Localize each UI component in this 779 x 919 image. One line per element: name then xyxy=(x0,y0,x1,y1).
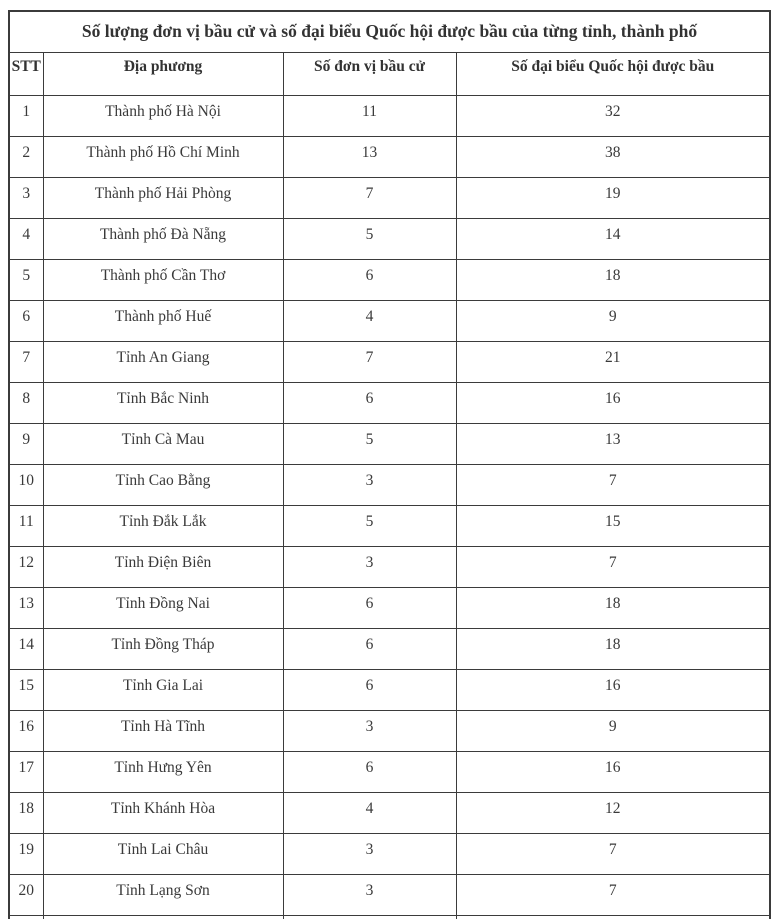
table-row xyxy=(9,546,770,587)
units-cell: 6 xyxy=(283,259,456,300)
units-cell: 6 xyxy=(283,587,456,628)
partial-row xyxy=(9,915,770,919)
units-cell: 11 xyxy=(283,95,456,136)
province-cell: Tỉnh Gia Lai xyxy=(43,669,283,710)
province-cell: Tỉnh An Giang xyxy=(43,341,283,382)
deputies-cell: 15 xyxy=(456,505,770,546)
province-cell: Tỉnh Hà Tĩnh xyxy=(43,710,283,751)
stt-cell: 9 xyxy=(9,423,43,464)
table-row xyxy=(9,300,770,341)
deputies-cell: 12 xyxy=(456,792,770,833)
deputies-cell xyxy=(456,915,770,919)
table-row xyxy=(9,628,770,669)
stt-cell: 18 xyxy=(9,792,43,833)
table-row xyxy=(9,669,770,710)
units-cell: 13 xyxy=(283,136,456,177)
units-cell: 6 xyxy=(283,382,456,423)
stt-cell: 12 xyxy=(9,546,43,587)
units-cell: 5 xyxy=(283,505,456,546)
province-cell: Tỉnh Đồng Nai xyxy=(43,587,283,628)
units-cell xyxy=(283,915,456,919)
units-cell: 5 xyxy=(283,423,456,464)
stt-cell: 7 xyxy=(9,341,43,382)
stt-cell: 4 xyxy=(9,218,43,259)
deputies-cell: 18 xyxy=(456,259,770,300)
deputies-cell: 16 xyxy=(456,751,770,792)
units-cell: 5 xyxy=(283,218,456,259)
table-row xyxy=(9,874,770,915)
table-row xyxy=(9,218,770,259)
province-cell: Thành phố Cần Thơ xyxy=(43,259,283,300)
stt-cell: 20 xyxy=(9,874,43,915)
stt-cell: 1 xyxy=(9,95,43,136)
election-results-table xyxy=(8,10,771,919)
deputies-cell: 21 xyxy=(456,341,770,382)
table-row xyxy=(9,464,770,505)
stt-cell: 15 xyxy=(9,669,43,710)
deputies-cell: 16 xyxy=(456,669,770,710)
deputies-cell: 9 xyxy=(456,300,770,341)
table-row xyxy=(9,341,770,382)
table-body xyxy=(9,95,770,919)
deputies-cell: 18 xyxy=(456,587,770,628)
table-row xyxy=(9,751,770,792)
stt-cell: 11 xyxy=(9,505,43,546)
table-row xyxy=(9,423,770,464)
stt-cell: 19 xyxy=(9,833,43,874)
stt-cell: 3 xyxy=(9,177,43,218)
deputies-cell: 14 xyxy=(456,218,770,259)
province-cell: Thành phố Huế xyxy=(43,300,283,341)
deputies-cell: 7 xyxy=(456,833,770,874)
province-cell: Thành phố Hà Nội xyxy=(43,95,283,136)
deputies-cell: 19 xyxy=(456,177,770,218)
province-cell: Tỉnh Lai Châu xyxy=(43,833,283,874)
col-header-province: Địa phương xyxy=(43,52,283,95)
deputies-cell: 13 xyxy=(456,423,770,464)
table-row xyxy=(9,95,770,136)
deputies-cell: 7 xyxy=(456,464,770,505)
col-header-deputies: Số đại biểu Quốc hội được bầu xyxy=(456,52,770,95)
units-cell: 6 xyxy=(283,628,456,669)
units-cell: 3 xyxy=(283,464,456,505)
header-row xyxy=(9,52,770,95)
deputies-cell: 32 xyxy=(456,95,770,136)
units-cell: 7 xyxy=(283,341,456,382)
stt-cell: 17 xyxy=(9,751,43,792)
table-row xyxy=(9,587,770,628)
deputies-cell: 9 xyxy=(456,710,770,751)
province-cell: Thành phố Đà Nẵng xyxy=(43,218,283,259)
province-cell: Thành phố Hải Phòng xyxy=(43,177,283,218)
stt-cell: 10 xyxy=(9,464,43,505)
province-cell: Tỉnh Cà Mau xyxy=(43,423,283,464)
deputies-cell: 7 xyxy=(456,546,770,587)
stt-cell: 14 xyxy=(9,628,43,669)
deputies-cell: 18 xyxy=(456,628,770,669)
table-row xyxy=(9,792,770,833)
stt-cell xyxy=(9,915,43,919)
province-cell: Tỉnh Khánh Hòa xyxy=(43,792,283,833)
table-row xyxy=(9,136,770,177)
stt-cell: 2 xyxy=(9,136,43,177)
title-row xyxy=(9,11,770,52)
deputies-cell: 38 xyxy=(456,136,770,177)
table-row xyxy=(9,505,770,546)
units-cell: 6 xyxy=(283,669,456,710)
province-cell: Tỉnh Điện Biên xyxy=(43,546,283,587)
province-cell: Thành phố Hồ Chí Minh xyxy=(43,136,283,177)
table-row xyxy=(9,833,770,874)
deputies-cell: 7 xyxy=(456,874,770,915)
province-cell xyxy=(43,915,283,919)
units-cell: 6 xyxy=(283,751,456,792)
col-header-stt: STT xyxy=(9,52,43,95)
stt-cell: 8 xyxy=(9,382,43,423)
province-cell: Tỉnh Bắc Ninh xyxy=(43,382,283,423)
stt-cell: 13 xyxy=(9,587,43,628)
province-cell: Tỉnh Đắk Lắk xyxy=(43,505,283,546)
col-header-units: Số đơn vị bầu cử xyxy=(283,52,456,95)
units-cell: 3 xyxy=(283,710,456,751)
stt-cell: 6 xyxy=(9,300,43,341)
units-cell: 3 xyxy=(283,833,456,874)
table-row xyxy=(9,177,770,218)
stt-cell: 5 xyxy=(9,259,43,300)
units-cell: 3 xyxy=(283,546,456,587)
province-cell: Tỉnh Cao Bằng xyxy=(43,464,283,505)
table-row xyxy=(9,382,770,423)
table-row xyxy=(9,710,770,751)
units-cell: 4 xyxy=(283,792,456,833)
units-cell: 3 xyxy=(283,874,456,915)
province-cell: Tỉnh Hưng Yên xyxy=(43,751,283,792)
table-row xyxy=(9,259,770,300)
stt-cell: 16 xyxy=(9,710,43,751)
table-title: Số lượng đơn vị bầu cử và số đại biểu Quốc hội được bầu của từng tỉnh, thành phố xyxy=(9,11,770,52)
units-cell: 4 xyxy=(283,300,456,341)
province-cell: Tỉnh Đồng Tháp xyxy=(43,628,283,669)
deputies-cell: 16 xyxy=(456,382,770,423)
units-cell: 7 xyxy=(283,177,456,218)
province-cell: Tỉnh Lạng Sơn xyxy=(43,874,283,915)
